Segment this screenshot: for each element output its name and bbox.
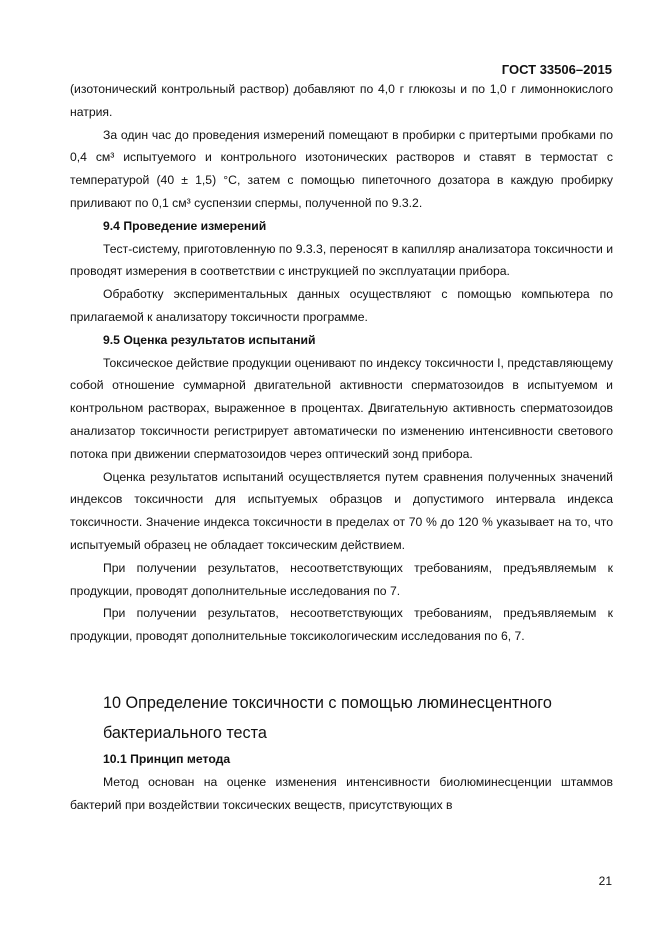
paragraph: За один час до проведения измерений помещают в пробирки с притертыми пробками по 0,4 см³ испытуемого и контрольного изотонических растворов и ставят в термостат с температурой (40 ± 1,5) °С, затем с помощью пипеточного дозатора в каждую пробирку приливают по 0,1 см³ суспензии спермы, полученной по 9.3.2. [70, 127, 613, 210]
document-header: ГОСТ 33506–2015 [501, 62, 612, 77]
section-heading-10-1: 10.1 Принцип метода [103, 751, 231, 766]
paragraph: При получении результатов, несоответствующих требованиям, предъявляемым к продукции, проводят дополнительные токсикологическим исследования по 6, 7. [70, 606, 613, 644]
section-heading-9-5: 9.5 Оценка результатов испытаний [103, 332, 316, 347]
section-heading-9-4: 9.4 Проведение измерений [103, 218, 267, 233]
document-body [70, 78, 613, 816]
paragraph: Тест-систему, приготовленную по 9.3.3, переносят в капилляр анализатора токсичности и проводят измерения в соответствии с инструкцией по эксплуатации прибора. [70, 241, 613, 279]
paragraph: Обработку экспериментальных данных осуществляют с помощью компьютера по прилагаемой к анализатору токсичности программе. [70, 287, 613, 324]
paragraph: Оценка результатов испытаний осуществляется путем сравнения полученных значений индексов токсичности для испытуемых образцов и допустимого интервала индекса токсичности. Значение индекса токсичности в пределах от 70 % до 120 % указывает на то, что испытуемый образец не обладает токсическим действием. [70, 469, 613, 552]
paragraph: При получении результатов, несоответствующих требованиям, предъявляемым к продукции, проводят дополнительные исследования по 7. [70, 560, 613, 598]
paragraph: Метод основан на оценке изменения интенсивности биолюминесценции штаммов бактерий при воздействии токсических веществ, присутствующих в [70, 774, 613, 812]
page-number: 21 [598, 874, 612, 888]
chapter-heading-10: 10 Определение токсичности с помощью люминесцентного бактериального теста [103, 693, 552, 742]
section-gap [70, 648, 613, 688]
paragraph: Токсическое действие продукции оценивают по индексу токсичности I, представляющему собой отношение суммарной двигательной активности сперматозоидов в испытуемом и контрольном растворах, выраженное в процентах. Двигательную активность сперматозоидов анализатор токсичности регистрирует автоматически по изменению интенсивности светового потока при движении сперматозоидов через оптический зонд прибора. [70, 355, 613, 461]
paragraph: (изотонический контрольный раствор) добавляют по 4,0 г глюкозы и по 1,0 г лимоннокислого натрия. [70, 82, 613, 119]
